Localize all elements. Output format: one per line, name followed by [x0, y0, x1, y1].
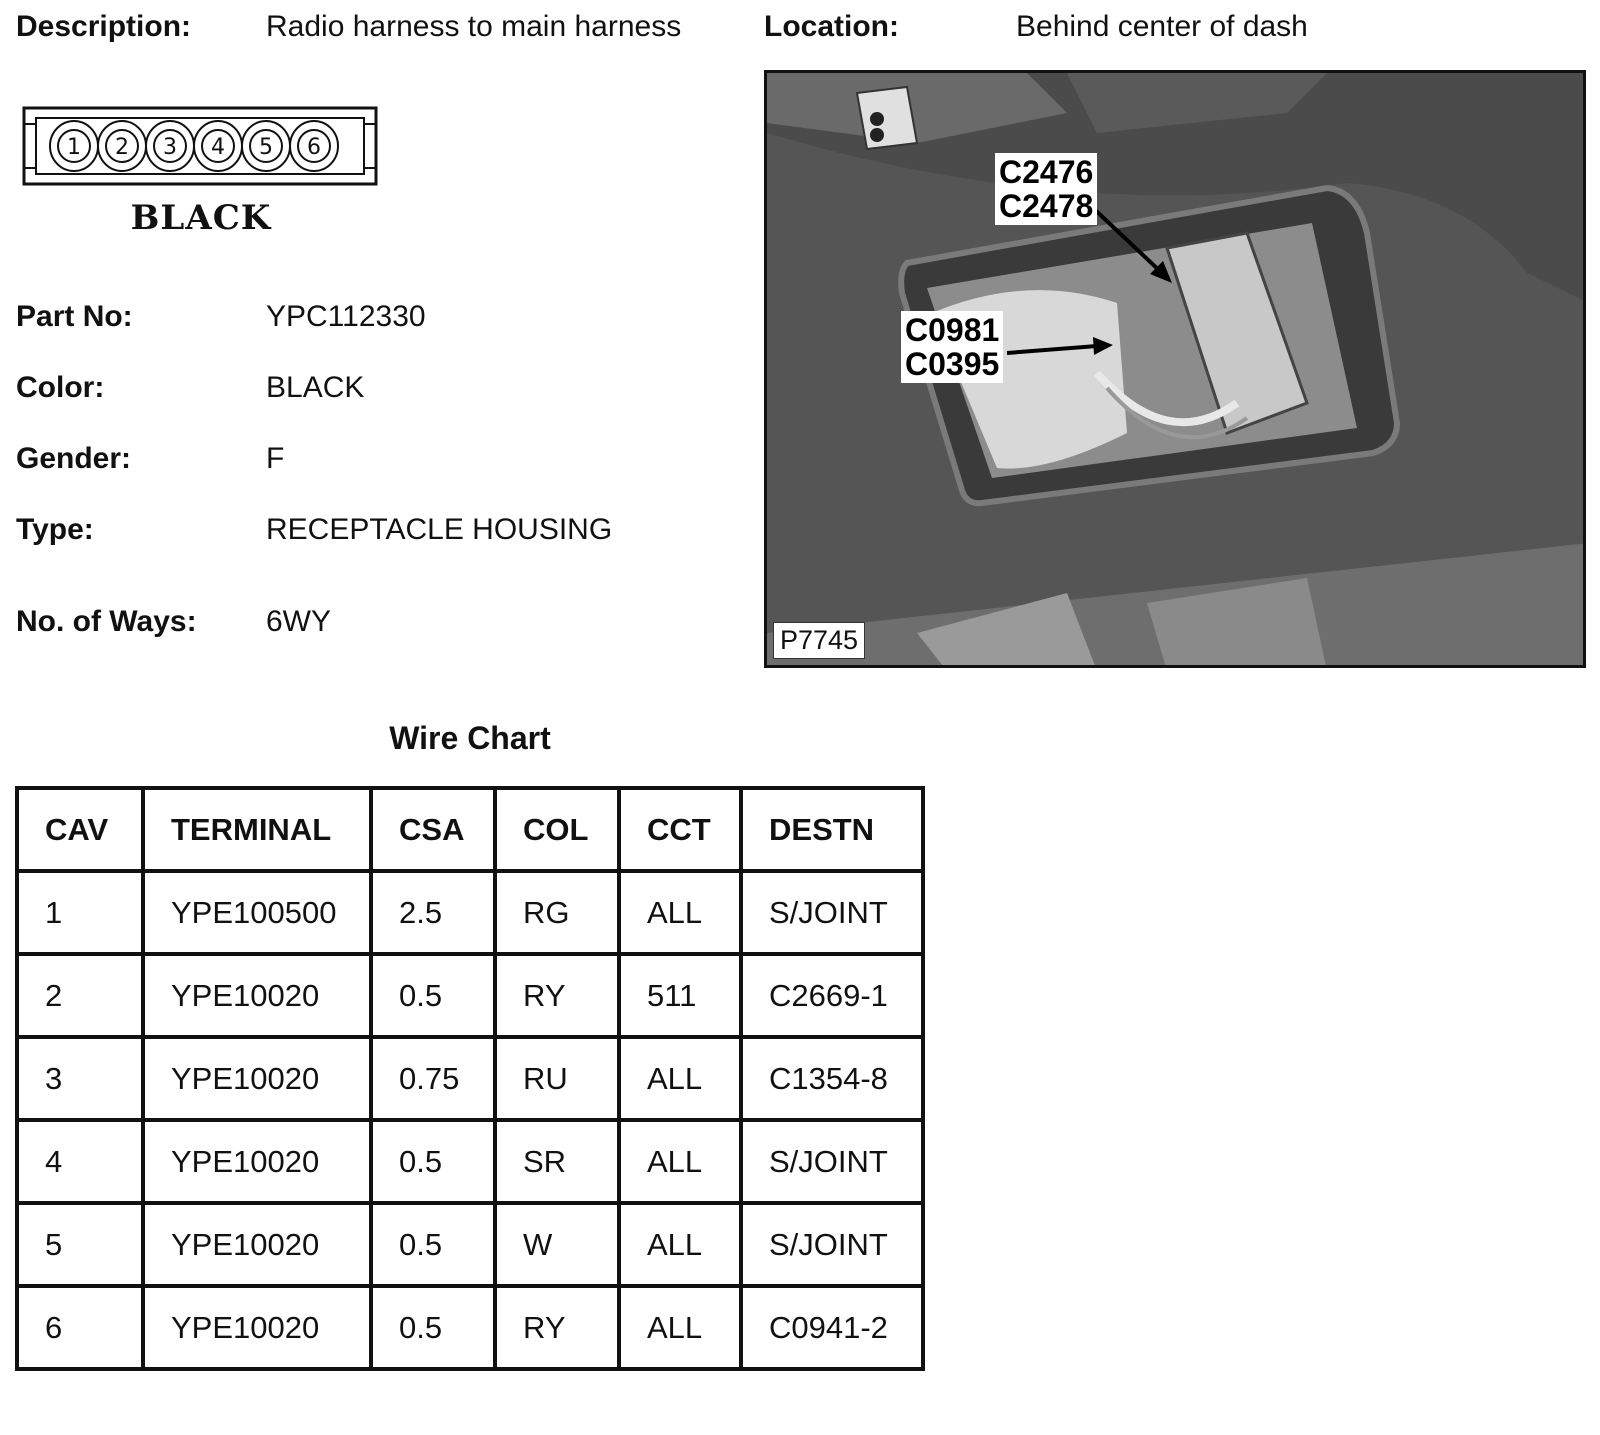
pin-number: 3 — [163, 135, 177, 160]
callout-left-line-2: C0395 — [905, 346, 1000, 382]
cell-terminal: YPE10020 — [143, 1203, 371, 1286]
callout-left — [901, 311, 1003, 383]
cell-destn: C2669-1 — [741, 954, 923, 1037]
header-destn: DESTN — [741, 788, 923, 871]
cell-terminal: YPE100500 — [143, 871, 371, 954]
part-no-value: YPC112330 — [266, 300, 426, 333]
connector-face-diagram — [22, 104, 380, 238]
type-value: RECEPTACLE HOUSING — [266, 513, 613, 546]
cell-cav: 3 — [17, 1037, 143, 1120]
location-photo — [764, 70, 1586, 668]
wire-chart-table — [15, 786, 925, 1371]
cell-terminal: YPE10020 — [143, 1120, 371, 1203]
gender-label: Gender: — [16, 442, 132, 475]
cell-cav: 2 — [17, 954, 143, 1037]
cell-destn: S/JOINT — [741, 1120, 923, 1203]
cell-destn: C1354-8 — [741, 1037, 923, 1120]
cell-col: RY — [495, 1286, 619, 1369]
cell-col: RU — [495, 1037, 619, 1120]
cell-cct: ALL — [619, 1120, 741, 1203]
color-value: BLACK — [266, 371, 365, 404]
table-row — [17, 871, 923, 954]
cell-cav: 5 — [17, 1203, 143, 1286]
table-row — [17, 1120, 923, 1203]
cell-cav: 1 — [17, 871, 143, 954]
table-row — [17, 954, 923, 1037]
wire-chart-title: Wire Chart — [389, 720, 551, 756]
cell-csa: 2.5 — [371, 871, 495, 954]
pin-number: 5 — [259, 135, 273, 160]
callout-top-line-2: C2478 — [999, 188, 1094, 224]
cell-destn: S/JOINT — [741, 871, 923, 954]
part-no-label: Part No: — [16, 300, 133, 333]
header-terminal: TERMINAL — [143, 788, 371, 871]
no-of-ways-label: No. of Ways: — [16, 605, 197, 638]
cell-destn: C0941-2 — [741, 1286, 923, 1369]
table-row — [17, 1203, 923, 1286]
cell-cct: ALL — [619, 871, 741, 954]
cell-csa: 0.5 — [371, 1203, 495, 1286]
cell-terminal: YPE10020 — [143, 954, 371, 1037]
connector-color-label: BLACK — [130, 198, 272, 238]
cell-terminal: YPE10020 — [143, 1286, 371, 1369]
cell-terminal: YPE10020 — [143, 1037, 371, 1120]
cell-csa: 0.75 — [371, 1037, 495, 1120]
cell-col: RG — [495, 871, 619, 954]
color-label: Color: — [16, 371, 105, 404]
callout-top — [995, 153, 1097, 225]
connector-housing-icon — [22, 104, 380, 194]
callout-top-line-1: C2476 — [999, 154, 1094, 190]
pin-number: 6 — [307, 135, 321, 160]
cell-col: W — [495, 1203, 619, 1286]
location-value: Behind center of dash — [1016, 10, 1308, 43]
cell-cav: 4 — [17, 1120, 143, 1203]
cell-cct: ALL — [619, 1286, 741, 1369]
pin-number: 1 — [67, 135, 81, 160]
cell-cct: ALL — [619, 1037, 741, 1120]
type-label: Type: — [16, 513, 94, 546]
header-cav: CAV — [17, 788, 143, 871]
table-header-row — [17, 788, 923, 871]
cell-csa: 0.5 — [371, 954, 495, 1037]
callout-left-line-1: C0981 — [905, 312, 1000, 348]
pin-number: 4 — [211, 135, 225, 160]
photo-reference: P7745 — [773, 622, 865, 659]
table-row — [17, 1037, 923, 1120]
cell-col: SR — [495, 1120, 619, 1203]
cell-destn: S/JOINT — [741, 1203, 923, 1286]
no-of-ways-value: 6WY — [266, 605, 332, 638]
cell-csa: 0.5 — [371, 1120, 495, 1203]
cell-col: RY — [495, 954, 619, 1037]
pin-number: 2 — [115, 135, 129, 160]
header-csa: CSA — [371, 788, 495, 871]
header-col: COL — [495, 788, 619, 871]
header-cct: CCT — [619, 788, 741, 871]
location-label: Location: — [764, 10, 899, 43]
gender-value: F — [266, 442, 285, 475]
description-value: Radio harness to main harness — [266, 10, 682, 43]
table-row — [17, 1286, 923, 1369]
cell-cct: ALL — [619, 1203, 741, 1286]
cell-cav: 6 — [17, 1286, 143, 1369]
description-label: Description: — [16, 10, 192, 43]
cell-cct: 511 — [619, 954, 741, 1037]
cell-csa: 0.5 — [371, 1286, 495, 1369]
dash-interior-illustration — [767, 73, 1586, 668]
